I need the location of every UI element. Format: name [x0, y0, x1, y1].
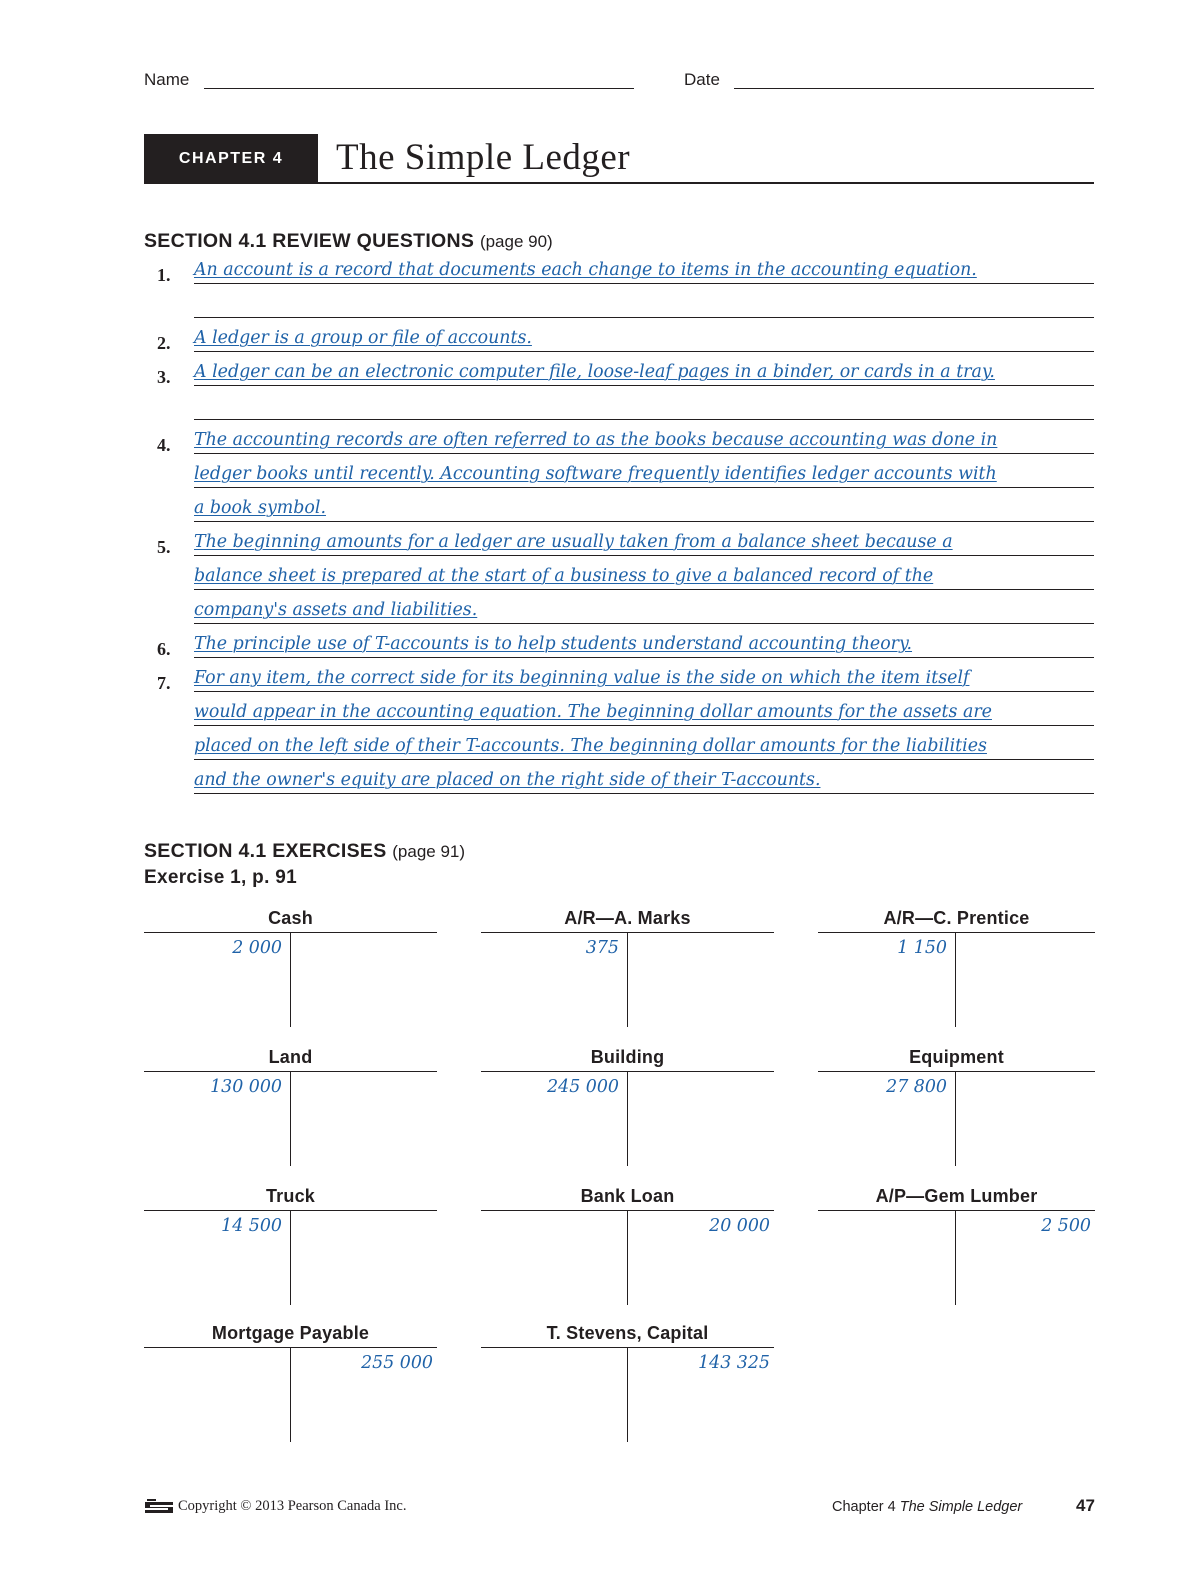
question-number: 5.	[157, 537, 171, 557]
chapter-rule	[144, 182, 1094, 184]
t-account-title: Building	[590, 1047, 665, 1067]
t-account-stem	[290, 1348, 291, 1442]
question-number: 4.	[157, 435, 171, 455]
t-account-title: Truck	[265, 1186, 316, 1206]
t-account-stem	[627, 933, 628, 1027]
answer-line[interactable]	[194, 556, 1094, 590]
pearson-logo-icon	[144, 1498, 174, 1514]
t-account-stem	[627, 1348, 628, 1442]
question-number: 2.	[157, 333, 171, 353]
footer-chapter	[832, 1499, 1022, 1515]
answer-text: placed on the left side of their T-accounts. The beginning dollar amounts for the liabilities	[194, 736, 987, 756]
answer-line[interactable]	[194, 760, 1094, 794]
t-account-top-rule	[818, 932, 1095, 933]
t-account	[144, 1186, 437, 1311]
t-account-stem	[955, 933, 956, 1027]
exercises-page-ref: (page 91)	[392, 842, 466, 861]
footer-copyright: Copyright © 2013 Pearson Canada Inc.	[178, 1498, 407, 1514]
t-account	[818, 1186, 1095, 1311]
date-field-line[interactable]	[734, 88, 1094, 89]
question-number: 1.	[157, 265, 171, 285]
answer-line[interactable]	[194, 590, 1094, 624]
debit-amount[interactable]: 245 000	[547, 1077, 619, 1097]
answer-line[interactable]	[194, 284, 1094, 318]
t-account-title: T. Stevens, Capital	[546, 1323, 709, 1343]
question-number: 3.	[157, 367, 171, 387]
t-account-top-rule	[818, 1071, 1095, 1072]
credit-amount[interactable]: 143 325	[698, 1353, 770, 1373]
answer-line[interactable]	[194, 250, 1094, 284]
t-account-title: A/R—A. Marks	[564, 908, 691, 928]
t-account	[481, 1186, 774, 1311]
page-number: 47	[1076, 1496, 1095, 1515]
debit-amount[interactable]: 130 000	[210, 1077, 282, 1097]
credit-amount[interactable]: 2 500	[1041, 1216, 1091, 1236]
answer-line[interactable]	[194, 726, 1094, 760]
credit-amount[interactable]: 20 000	[709, 1216, 770, 1236]
t-account	[818, 1047, 1095, 1172]
t-account-top-rule	[818, 1210, 1095, 1211]
t-account-title: Mortgage Payable	[211, 1323, 370, 1343]
answer-line[interactable]	[194, 488, 1094, 522]
answer-line[interactable]	[194, 386, 1094, 420]
answer-line[interactable]	[194, 692, 1094, 726]
answer-text: ledger books until recently. Accounting software frequently identifies ledger accounts with	[194, 464, 997, 484]
answer-text: The principle use of T-accounts is to help students understand accounting theory.	[194, 634, 913, 654]
t-account-title: A/P—Gem Lumber	[875, 1186, 1038, 1206]
footer-chapter-ref: Chapter 4	[832, 1499, 896, 1515]
t-account	[818, 908, 1095, 1033]
answer-text: a book symbol.	[194, 498, 326, 518]
answer-line[interactable]	[194, 624, 1094, 658]
answer-line[interactable]	[194, 352, 1094, 386]
question-number: 6.	[157, 639, 171, 659]
t-account-title: Cash	[268, 908, 313, 928]
t-account	[144, 1323, 437, 1448]
answer-line[interactable]	[194, 318, 1094, 352]
answer-text: For any item, the correct side for its beginning value is the side on which the item itself	[194, 668, 970, 688]
t-account	[144, 908, 437, 1033]
answer-text: and the owner's equity are placed on the right side of their T-accounts.	[194, 770, 821, 790]
answer-text: company's assets and liabilities.	[194, 600, 478, 620]
t-account-stem	[290, 933, 291, 1027]
exercises-heading-text: SECTION 4.1 EXERCISES	[144, 840, 387, 862]
credit-amount[interactable]: 255 000	[361, 1353, 433, 1373]
answer-text: A ledger is a group or file of accounts.	[194, 328, 532, 348]
exercises-section-heading	[144, 840, 465, 863]
debit-amount[interactable]: 14 500	[221, 1216, 282, 1236]
t-account-stem	[627, 1211, 628, 1305]
answer-text: balance sheet is prepared at the start of a business to give a balanced record of the	[194, 566, 934, 586]
name-label: Name	[144, 70, 190, 89]
chapter-label-box: CHAPTER 4	[144, 134, 318, 184]
answer-text: The beginning amounts for a ledger are usually taken from a balance sheet because a	[194, 532, 953, 552]
review-page-ref: (page 90)	[479, 232, 553, 251]
answer-line[interactable]	[194, 420, 1094, 454]
t-account-stem	[290, 1211, 291, 1305]
answer-text: A ledger can be an electronic computer file, loose-leaf pages in a binder, or cards in a tray.	[194, 362, 995, 382]
answer-line[interactable]	[194, 658, 1094, 692]
name-field-line[interactable]	[204, 88, 634, 89]
t-account-stem	[627, 1072, 628, 1166]
footer-chapter-title: The Simple Ledger	[899, 1499, 1023, 1515]
debit-amount[interactable]: 375	[585, 938, 619, 958]
t-account-title: Land	[268, 1047, 313, 1067]
debit-amount[interactable]: 2 000	[232, 938, 282, 958]
chapter-title: The Simple Ledger	[336, 137, 631, 178]
answer-text: would appear in the accounting equation. The beginning dollar amounts for the assets are	[194, 702, 992, 722]
answer-text: The accounting records are often referred to as the books because accounting was done in	[194, 430, 998, 450]
t-account	[481, 1323, 774, 1448]
t-account	[144, 1047, 437, 1172]
debit-amount[interactable]: 1 150	[897, 938, 947, 958]
t-account-stem	[290, 1072, 291, 1166]
t-account-stem	[955, 1211, 956, 1305]
t-account-title: Bank Loan	[580, 1186, 675, 1206]
question-number: 7.	[157, 673, 171, 693]
date-label: Date	[684, 70, 720, 89]
answer-line[interactable]	[194, 522, 1094, 556]
debit-amount[interactable]: 27 800	[886, 1077, 947, 1097]
answer-text: An account is a record that documents each change to items in the accounting equation.	[194, 260, 977, 280]
t-account	[481, 1047, 774, 1172]
t-account	[481, 908, 774, 1033]
exercise-subheading: Exercise 1, p. 91	[144, 867, 297, 888]
t-account-title: Equipment	[909, 1047, 1004, 1067]
review-heading-text: SECTION 4.1 REVIEW QUESTIONS	[144, 230, 475, 252]
answer-line[interactable]	[194, 454, 1094, 488]
t-account-title: A/R—C. Prentice	[883, 908, 1030, 928]
t-account-stem	[955, 1072, 956, 1166]
